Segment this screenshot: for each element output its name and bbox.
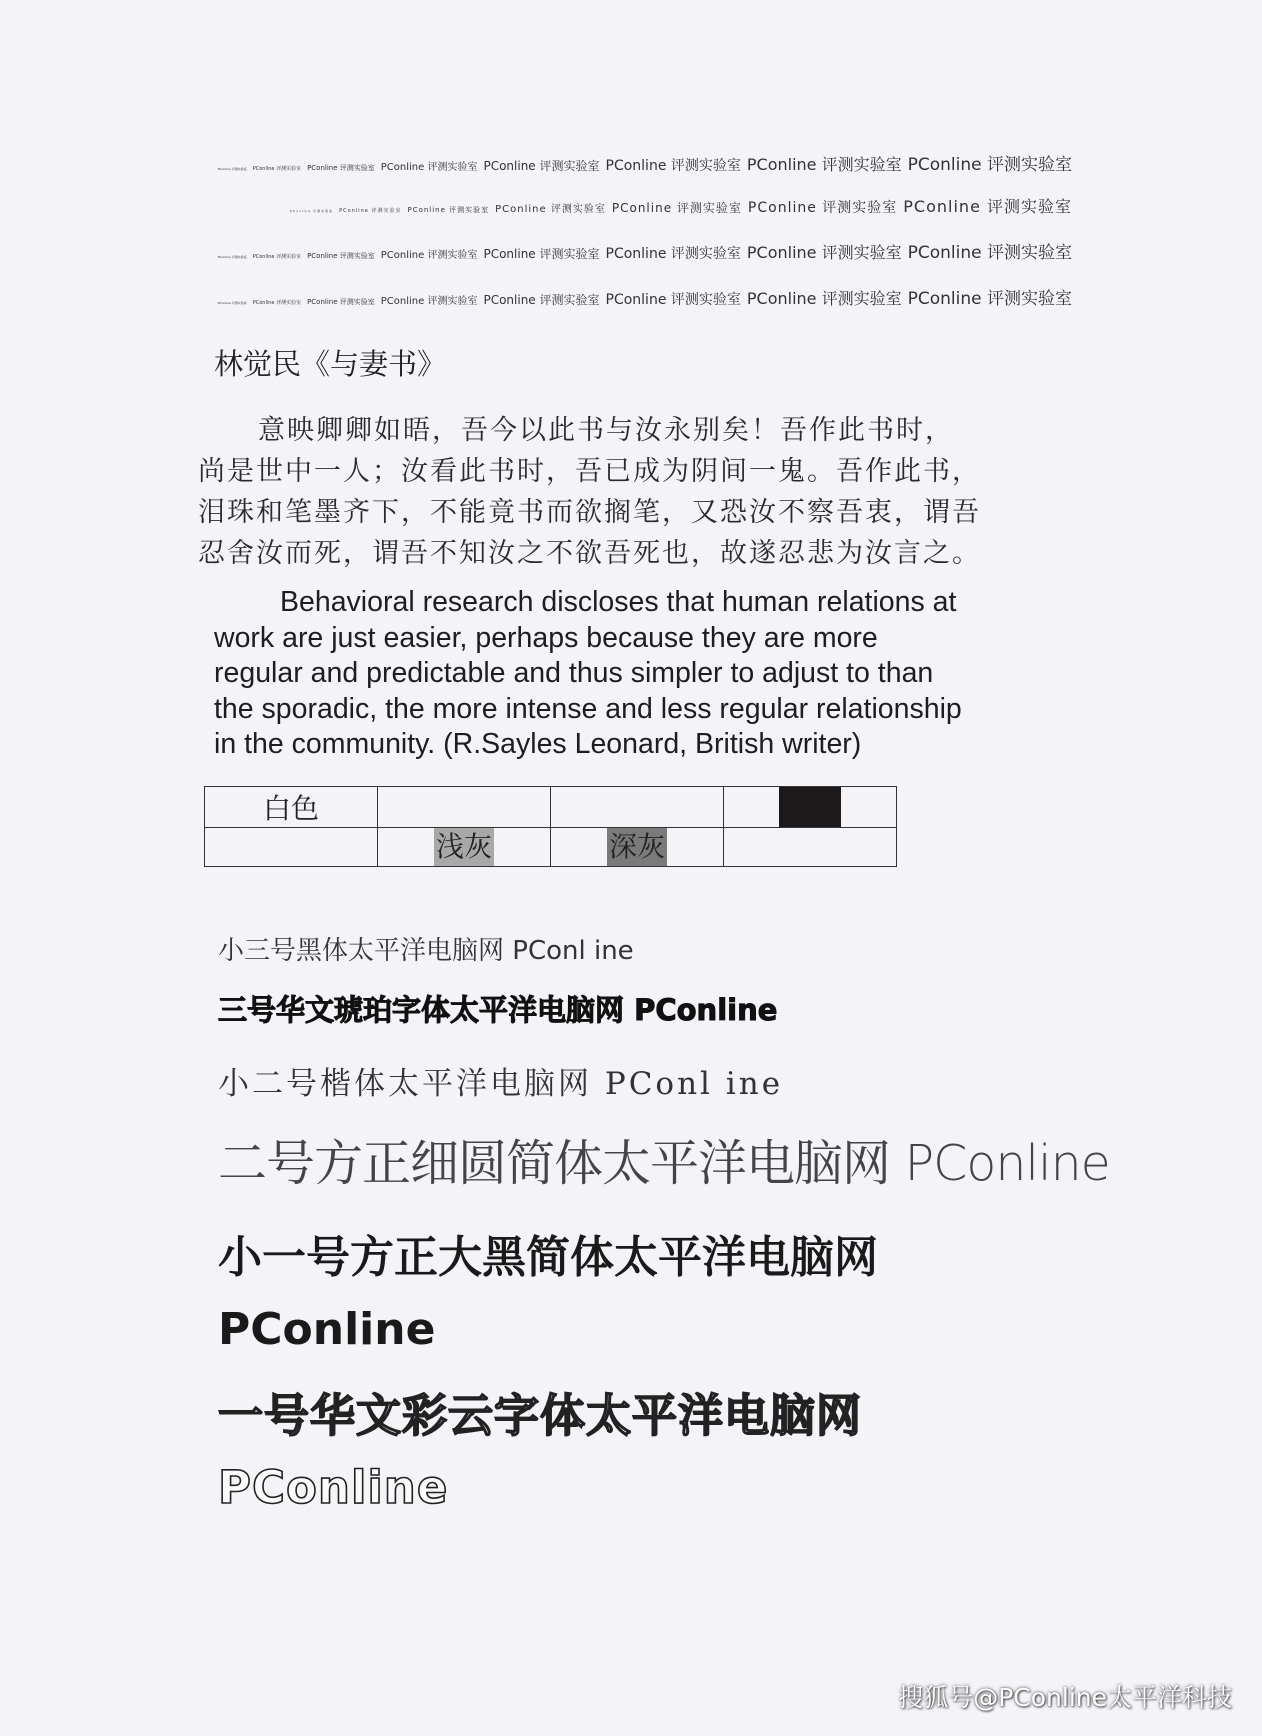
sample-line-4: PConline 评测实验室 PConline 评测实验室 PConline 评测实验室 PConline 评测实验室 PConline 评测实验室 PConline 评测实验室 PConline 评测实验室 PConline 评测实验室 — [217, 289, 1072, 309]
light-gray-cell — [378, 828, 551, 867]
black-swatch — [779, 787, 841, 827]
light-gray-label: 浅灰 — [434, 828, 494, 866]
font-sample-caiyun-line1: 一号华文彩云字体太平洋电脑网 — [218, 1389, 863, 1442]
white-label: 白色 — [262, 792, 319, 825]
chinese-line: 泪珠和笔墨齐下，不能竟书而欲搁笔，又恐汝不察吾衷，谓吾 — [198, 497, 981, 528]
chinese-line: 意映卿卿如晤，吾今以此书与汝永别矣！吾作此书时， — [258, 415, 954, 446]
white-cell — [205, 787, 378, 828]
source-watermark: 搜狐号@PConline太平洋科技 — [898, 1683, 1232, 1712]
font-sample-xiyuan: 二号方正细圆简体太平洋电脑网 PConline — [218, 1135, 1110, 1192]
english-line: Behavioral research discloses that human relations at — [280, 586, 957, 618]
dark-gray-cell — [551, 828, 724, 867]
dark-gray-label: 深灰 — [607, 828, 667, 866]
font-sample-dahei — [218, 1222, 878, 1366]
english-line: regular and predictable and thus simpler to adjust to than — [214, 657, 934, 689]
font-sample-dahei-line2: PConline — [218, 1304, 436, 1355]
empty-cell — [724, 828, 897, 867]
english-line: work are just easier, perhaps because they are more — [214, 621, 878, 654]
chinese-paragraph — [198, 410, 1078, 574]
chinese-line: 忍舍汝而死，谓吾不知汝之不欲吾死也，故遂忍悲为汝言之。 — [198, 538, 981, 569]
chinese-line: 尚是世中一人；汝看此书时，吾已成为阴间一鬼。吾作此书， — [198, 456, 981, 487]
font-sample-dahei-line1: 小一号方正大黑简体太平洋电脑网 — [218, 1232, 878, 1283]
table-row — [205, 828, 897, 867]
font-sample-hupo: 三号华文琥珀字体太平洋电脑网 PConline — [218, 993, 778, 1027]
black-cell — [724, 787, 897, 828]
sample-line-1: PConline 评测实验室 PConline 评测实验室 PConline 评测实验室 PConline 评测实验室 PConline 评测实验室 PConline 评测实验室 PConline 评测实验室 PConline 评测实验室 — [217, 155, 1072, 175]
sample-line-2: PConline 评测实验室 PConline 评测实验室 PConline 评测实验室 PConline 评测实验室 PConline 评测实验室 PConline 评测实验室 PConline 评测实验室 — [290, 197, 1072, 216]
english-paragraph — [214, 585, 1094, 763]
font-sample-caiyun — [218, 1380, 862, 1524]
document-heading: 林觉民《与妻书》 — [214, 347, 447, 381]
table-row — [205, 787, 897, 828]
empty-cell — [551, 787, 724, 828]
font-sample-kaiti: 小二号楷体太平洋电脑网 PConl ine — [218, 1066, 784, 1102]
empty-cell — [205, 828, 378, 867]
font-sample-caiyun-line2: PConline — [218, 1461, 449, 1514]
english-line: in the community. (R.Sayles Leonard, British writer) — [214, 728, 862, 760]
sample-line-3: PConline 评测实验室 PConline 评测实验室 PConline 评测实验室 PConline 评测实验室 PConline 评测实验室 PConline 评测实验室 PConline 评测实验室 PConline 评测实验室 — [217, 243, 1072, 263]
empty-cell — [378, 787, 551, 828]
color-test-table — [204, 786, 897, 867]
font-sample-heiti: 小三号黑体太平洋电脑网 PConl ine — [218, 936, 634, 966]
english-line: the sporadic, the more intense and less regular relationship — [214, 692, 962, 725]
